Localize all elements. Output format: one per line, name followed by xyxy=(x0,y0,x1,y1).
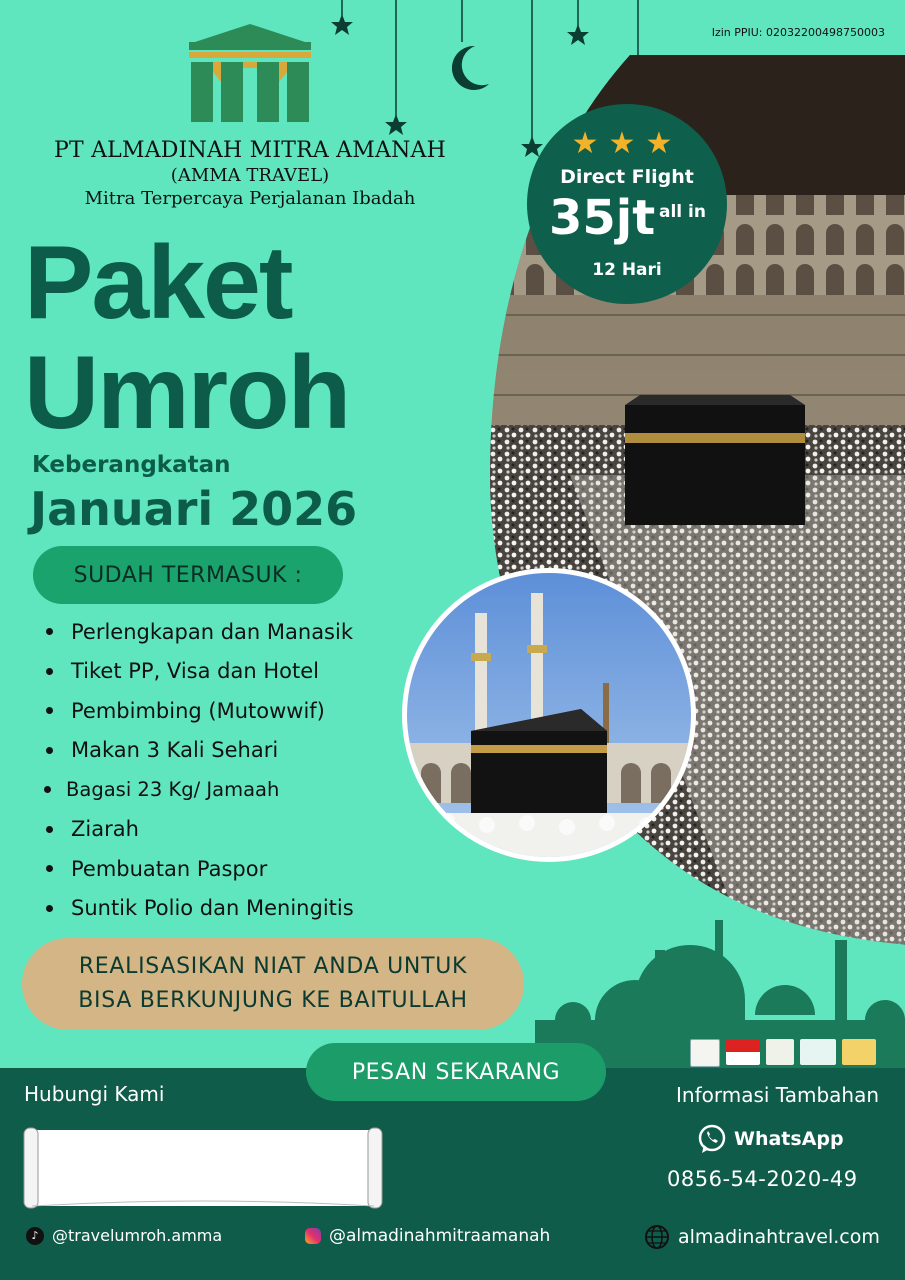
bullet-icon xyxy=(46,747,53,754)
headline-paket: Paket xyxy=(24,225,292,341)
tiktok-handle: @travelumroh.amma xyxy=(52,1226,223,1245)
cta-line-1: REALISASIKAN NIAT ANDA UNTUK xyxy=(78,954,468,979)
company-block xyxy=(20,138,480,209)
partner-logos xyxy=(690,1039,876,1067)
instagram-link[interactable] xyxy=(305,1226,550,1246)
departure-label: Keberangkatan xyxy=(32,452,231,478)
package-duration: 12 Hari xyxy=(592,260,662,280)
list-item: Ziarah xyxy=(40,810,354,850)
instagram-icon xyxy=(305,1228,321,1244)
partner-logo xyxy=(726,1039,760,1065)
company-tagline: Mitra Terpercaya Perjalanan Ibadah xyxy=(84,188,416,209)
list-item: Bagasi 23 Kg/ Jamaah xyxy=(40,770,354,810)
included-list xyxy=(40,612,354,928)
kaaba-photo-frame xyxy=(402,568,696,862)
instagram-handle: @almadinahmitraamanah xyxy=(329,1226,551,1246)
tiktok-link[interactable] xyxy=(26,1226,222,1245)
direct-flight-label: Direct Flight xyxy=(560,166,694,188)
cta-line-2: BISA BERKUNJUNG KE BAITULLAH xyxy=(78,988,468,1013)
phone-number[interactable]: 0856-54-2020-49 xyxy=(667,1167,858,1191)
bullet-icon xyxy=(46,628,53,635)
package-price: 35jt xyxy=(549,190,656,246)
partner-logo xyxy=(766,1039,794,1065)
bullet-icon xyxy=(46,668,53,675)
headline-umroh: Umroh xyxy=(24,335,350,451)
globe-icon xyxy=(644,1224,670,1250)
included-heading: SUDAH TERMASUK : xyxy=(33,546,343,604)
list-item: Makan 3 Kali Sehari xyxy=(40,731,354,771)
order-now-button[interactable]: PESAN SEKARANG xyxy=(306,1043,606,1101)
contact-scroll-banner xyxy=(22,1126,384,1210)
contact-label: Hubungi Kami xyxy=(24,1082,165,1106)
cta-banner xyxy=(22,938,524,1030)
list-item: Perlengkapan dan Manasik xyxy=(40,612,354,652)
list-item: Suntik Polio dan Meningitis xyxy=(40,889,354,929)
company-brand: (AMMA TRAVEL) xyxy=(170,165,330,186)
list-item: Pembimbing (Mutowwif) xyxy=(40,691,354,731)
website-url: almadinahtravel.com xyxy=(678,1226,880,1248)
whatsapp-link[interactable] xyxy=(696,1123,844,1155)
price-badge xyxy=(527,104,727,304)
tiktok-icon: ♪ xyxy=(26,1227,44,1245)
list-item: Pembuatan Paspor xyxy=(40,849,354,889)
rating-stars: ★★★ xyxy=(571,126,683,161)
website-link[interactable] xyxy=(644,1224,880,1250)
permit-number: Izin PPIU: 02032200498750003 xyxy=(711,26,885,39)
partner-logo xyxy=(690,1039,720,1067)
bullet-icon xyxy=(46,707,53,714)
partner-logo xyxy=(842,1039,876,1065)
bullet-icon xyxy=(46,905,53,912)
kaaba-closeup-photo xyxy=(407,573,691,857)
info-label: Informasi Tambahan xyxy=(676,1083,879,1107)
whatsapp-icon xyxy=(696,1123,728,1155)
bullet-icon xyxy=(46,865,53,872)
bullet-icon xyxy=(44,786,51,793)
whatsapp-label: WhatsApp xyxy=(734,1128,844,1150)
partner-logo xyxy=(800,1039,836,1065)
list-item: Tiket PP, Visa dan Hotel xyxy=(40,652,354,692)
bullet-icon xyxy=(46,826,53,833)
company-logo xyxy=(185,22,315,126)
departure-month: Januari 2026 xyxy=(30,482,358,536)
price-suffix: all in xyxy=(659,202,706,222)
company-name: PT ALMADINAH MITRA AMANAH xyxy=(54,138,446,163)
